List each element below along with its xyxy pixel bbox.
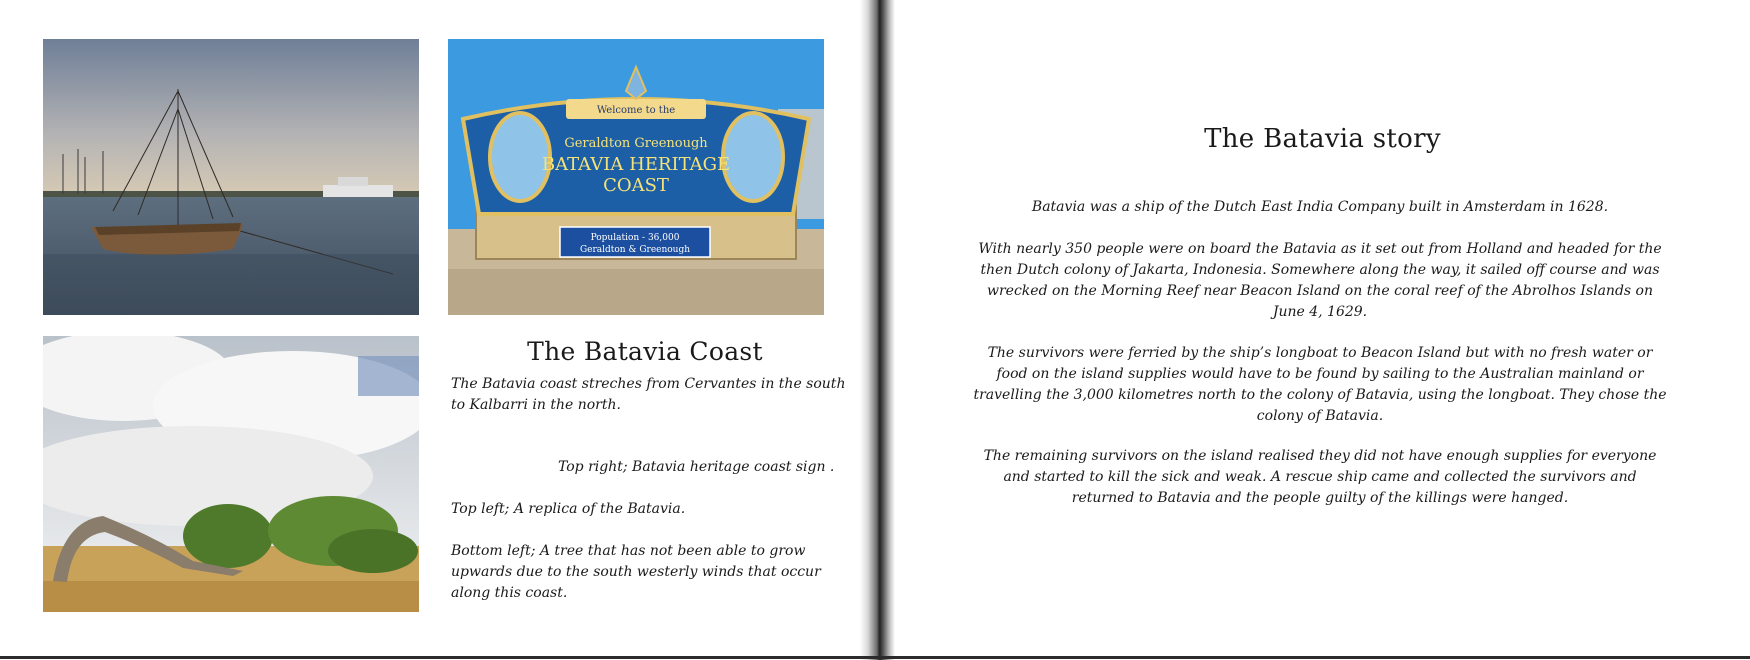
book-gutter bbox=[860, 0, 895, 660]
left-page bbox=[0, 0, 860, 658]
caption-bottom-left: Bottom left; A tree that has not been able to grow upwards due to the south westerly winds that occur along this coast. bbox=[451, 543, 821, 601]
sign-line1: BATAVIA HERITAGE bbox=[541, 154, 731, 175]
windswept-tree-photo bbox=[43, 336, 419, 612]
batavia-replica-photo bbox=[43, 39, 419, 315]
coast-heading: The Batavia Coast bbox=[527, 337, 763, 366]
page-bottom-edge bbox=[0, 656, 1750, 659]
caption-top-right: Top right; Batavia heritage coast sign . bbox=[558, 459, 835, 475]
heritage-coast-sign-photo bbox=[448, 39, 824, 315]
story-paragraph: Batavia was a ship of the Dutch East India Company built in Amsterdam in 1628. bbox=[1031, 199, 1609, 215]
coast-description: The Batavia coast streches from Cervantes in the south to Kalbarri in the north. bbox=[451, 376, 846, 413]
story-paragraph: With nearly 350 people were on board the Batavia as it set out from Holland and headed for the then Dutch colony of Jakarta, Indonesia. Somewhere along the way, it sailed off course and was wrecked on the Morning Reef near Beacon Island on the coral reef of the Abrolhos Islands on June 4, 1629. bbox=[978, 241, 1662, 320]
story-paragraph: The remaining survivors on the island realised they did not have enough supplies for everyone and started to kill the sick and weak. A rescue ship came and collected the survivors and returned to Batavia and the people guilty of the killings were hanged. bbox=[983, 448, 1657, 506]
sign-welcome: Welcome to the bbox=[596, 105, 676, 116]
sign-place: Geraldton & Greenough bbox=[579, 245, 691, 255]
sign-population: Population - 36,000 bbox=[590, 233, 680, 243]
right-page bbox=[895, 0, 1750, 658]
story-paragraph: The survivors were ferried by the ship’s longboat to Beacon Island but with no fresh water or food on the island supplies would have to be found by sailing to the Australian mainland or travelling the 3,000 kilometres north to the colony of Batavia, using the longboat. They chose the colony of Batavia. bbox=[973, 345, 1667, 424]
caption-top-left: Top left; A replica of the Batavia. bbox=[451, 501, 686, 517]
sign-line2: COAST bbox=[603, 175, 669, 196]
sign-region: Geraldton Greenough bbox=[564, 136, 708, 151]
story-heading: The Batavia story bbox=[1204, 124, 1441, 154]
